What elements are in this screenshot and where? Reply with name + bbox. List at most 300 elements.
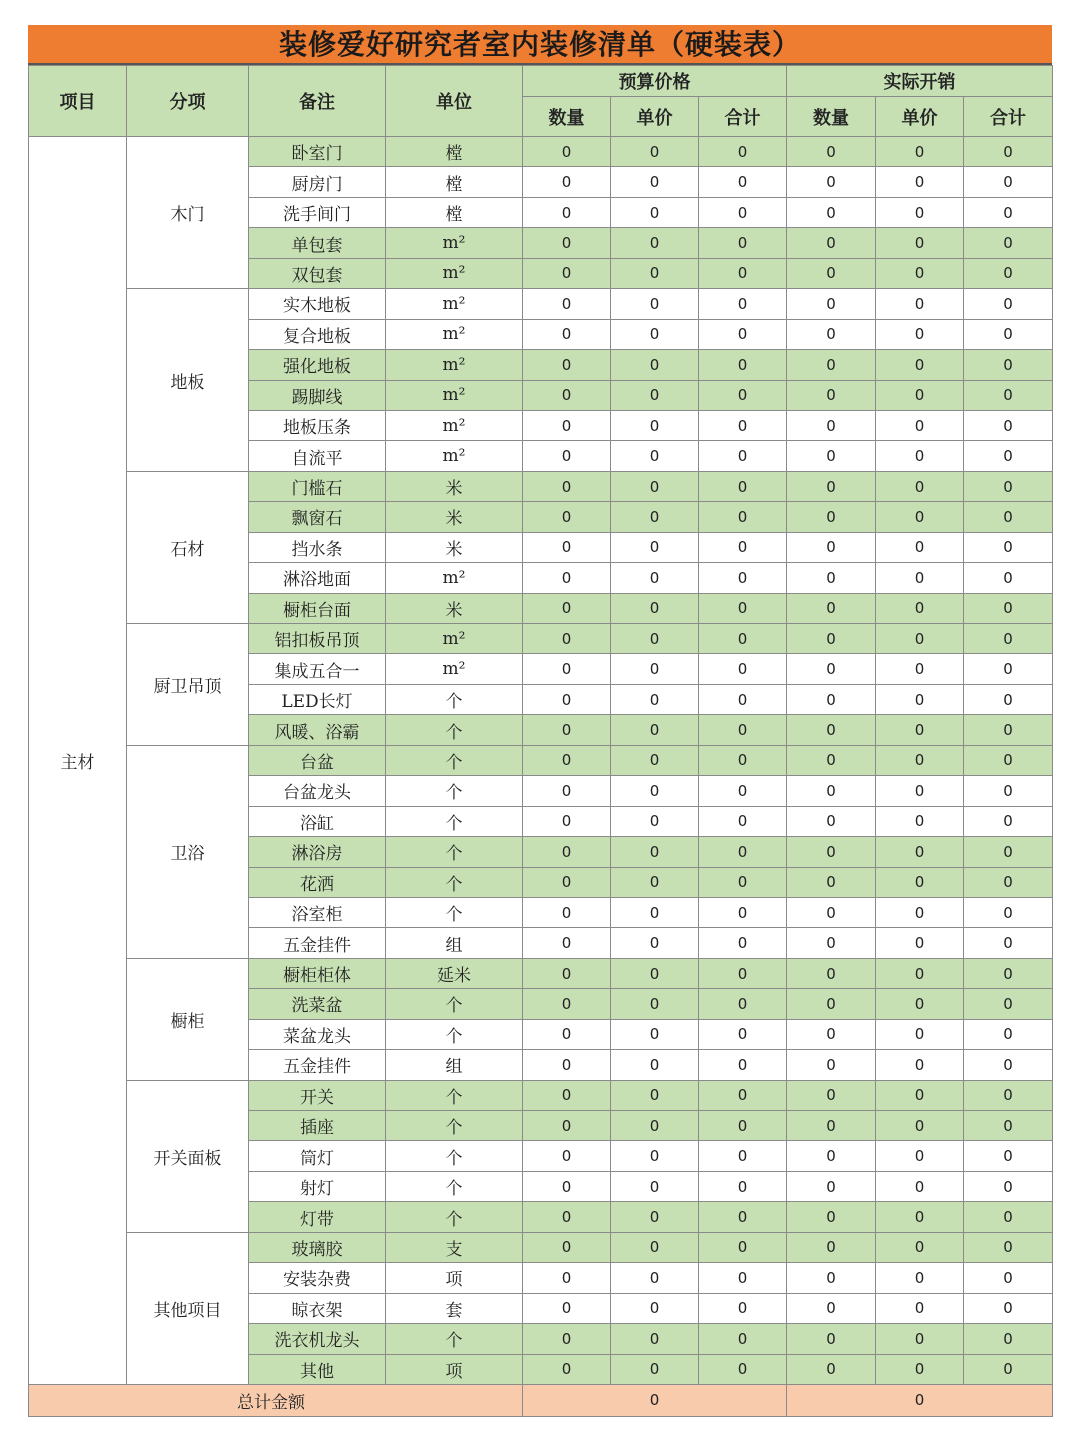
unit-cell[interactable]: 个 [386, 989, 523, 1019]
actual-price-cell[interactable]: 0 [876, 289, 964, 319]
actual-qty-cell[interactable]: 0 [787, 1202, 876, 1232]
actual-price-cell[interactable]: 0 [876, 1232, 964, 1262]
budget-total-cell[interactable]: 0 [699, 1202, 787, 1232]
budget-price-cell[interactable]: 0 [611, 228, 699, 258]
budget-total-cell[interactable]: 0 [699, 745, 787, 775]
actual-price-cell[interactable]: 0 [876, 350, 964, 380]
unit-cell[interactable]: m² [386, 319, 523, 349]
actual-total-cell[interactable]: 0 [964, 258, 1053, 288]
unit-cell[interactable]: 组 [386, 928, 523, 958]
actual-qty-cell[interactable]: 0 [787, 532, 876, 562]
actual-qty-cell[interactable]: 0 [787, 441, 876, 471]
actual-total-cell[interactable]: 0 [964, 289, 1053, 319]
budget-total-cell[interactable]: 0 [699, 532, 787, 562]
actual-qty-cell[interactable]: 0 [787, 1141, 876, 1171]
budget-price-cell[interactable]: 0 [611, 654, 699, 684]
actual-total-cell[interactable]: 0 [964, 471, 1053, 501]
note-cell[interactable]: 菜盆龙头 [249, 1019, 386, 1049]
unit-cell[interactable]: 樘 [386, 137, 523, 167]
note-cell[interactable]: 强化地板 [249, 350, 386, 380]
actual-price-cell[interactable]: 0 [876, 928, 964, 958]
budget-total-cell[interactable]: 0 [699, 563, 787, 593]
actual-qty-cell[interactable]: 0 [787, 380, 876, 410]
actual-total-cell[interactable]: 0 [964, 1050, 1053, 1080]
budget-price-cell[interactable]: 0 [611, 867, 699, 897]
budget-total-cell[interactable]: 0 [699, 137, 787, 167]
actual-total-cell[interactable]: 0 [964, 167, 1053, 197]
budget-price-cell[interactable]: 0 [611, 563, 699, 593]
note-cell[interactable]: 地板压条 [249, 410, 386, 440]
budget-total-cell[interactable]: 0 [699, 715, 787, 745]
actual-total-cell[interactable]: 0 [964, 958, 1053, 988]
budget-total-cell[interactable]: 0 [699, 380, 787, 410]
note-cell[interactable]: 飘窗石 [249, 502, 386, 532]
unit-cell[interactable]: 套 [386, 1293, 523, 1323]
unit-cell[interactable]: 个 [386, 806, 523, 836]
note-cell[interactable]: 挡水条 [249, 532, 386, 562]
subitem-cell[interactable]: 其他项目 [127, 1232, 249, 1384]
note-cell[interactable]: 实木地板 [249, 289, 386, 319]
unit-cell[interactable]: 个 [386, 1141, 523, 1171]
note-cell[interactable]: 洗手间门 [249, 197, 386, 227]
budget-qty-cell[interactable]: 0 [523, 867, 611, 897]
actual-qty-cell[interactable]: 0 [787, 502, 876, 532]
actual-price-cell[interactable]: 0 [876, 380, 964, 410]
actual-price-cell[interactable]: 0 [876, 897, 964, 927]
actual-total-cell[interactable]: 0 [964, 1354, 1053, 1384]
unit-cell[interactable]: 米 [386, 502, 523, 532]
header-unit[interactable]: 单位 [386, 66, 523, 137]
budget-qty-cell[interactable]: 0 [523, 897, 611, 927]
budget-qty-cell[interactable]: 0 [523, 654, 611, 684]
budget-total-cell[interactable]: 0 [699, 624, 787, 654]
actual-total-cell[interactable]: 0 [964, 776, 1053, 806]
budget-price-cell[interactable]: 0 [611, 471, 699, 501]
budget-qty-cell[interactable]: 0 [523, 471, 611, 501]
actual-qty-cell[interactable]: 0 [787, 745, 876, 775]
budget-qty-cell[interactable]: 0 [523, 319, 611, 349]
actual-total-cell[interactable]: 0 [964, 684, 1053, 714]
budget-total-cell[interactable]: 0 [699, 502, 787, 532]
budget-price-cell[interactable]: 0 [611, 1324, 699, 1354]
budget-price-cell[interactable]: 0 [611, 1171, 699, 1201]
budget-qty-cell[interactable]: 0 [523, 1050, 611, 1080]
actual-qty-cell[interactable]: 0 [787, 776, 876, 806]
budget-total-cell[interactable]: 0 [699, 928, 787, 958]
actual-qty-cell[interactable]: 0 [787, 410, 876, 440]
actual-total-cell[interactable]: 0 [964, 532, 1053, 562]
unit-cell[interactable]: 个 [386, 1080, 523, 1110]
actual-price-cell[interactable]: 0 [876, 410, 964, 440]
unit-cell[interactable]: 米 [386, 471, 523, 501]
actual-price-cell[interactable]: 0 [876, 593, 964, 623]
actual-price-cell[interactable]: 0 [876, 471, 964, 501]
note-cell[interactable]: 玻璃胶 [249, 1232, 386, 1262]
budget-qty-cell[interactable]: 0 [523, 410, 611, 440]
actual-price-cell[interactable]: 0 [876, 137, 964, 167]
actual-total-cell[interactable]: 0 [964, 1324, 1053, 1354]
budget-price-cell[interactable]: 0 [611, 1263, 699, 1293]
actual-qty-cell[interactable]: 0 [787, 350, 876, 380]
budget-total-cell[interactable]: 0 [699, 1354, 787, 1384]
actual-qty-cell[interactable]: 0 [787, 958, 876, 988]
budget-total-cell[interactable]: 0 [699, 350, 787, 380]
budget-total-cell[interactable]: 0 [699, 258, 787, 288]
budget-price-cell[interactable]: 0 [611, 745, 699, 775]
budget-total-cell[interactable]: 0 [699, 654, 787, 684]
unit-cell[interactable]: 樘 [386, 197, 523, 227]
actual-price-cell[interactable]: 0 [876, 563, 964, 593]
actual-qty-cell[interactable]: 0 [787, 563, 876, 593]
actual-qty-cell[interactable]: 0 [787, 1111, 876, 1141]
budget-price-cell[interactable]: 0 [611, 684, 699, 714]
unit-cell[interactable]: 个 [386, 684, 523, 714]
header-subitem[interactable]: 分项 [127, 66, 249, 137]
budget-qty-cell[interactable]: 0 [523, 837, 611, 867]
budget-total-cell[interactable]: 0 [699, 289, 787, 319]
actual-total-cell[interactable]: 0 [964, 1171, 1053, 1201]
note-cell[interactable]: 洗衣机龙头 [249, 1324, 386, 1354]
header-actual-price[interactable]: 单价 [876, 97, 964, 137]
budget-price-cell[interactable]: 0 [611, 1111, 699, 1141]
subitem-cell[interactable]: 地板 [127, 289, 249, 472]
actual-qty-cell[interactable]: 0 [787, 137, 876, 167]
budget-total-cell[interactable]: 0 [699, 958, 787, 988]
budget-total-cell[interactable]: 0 [699, 989, 787, 1019]
budget-qty-cell[interactable]: 0 [523, 137, 611, 167]
header-budget-total[interactable]: 合计 [699, 97, 787, 137]
note-cell[interactable]: 铝扣板吊顶 [249, 624, 386, 654]
budget-price-cell[interactable]: 0 [611, 1050, 699, 1080]
note-cell[interactable]: 厨房门 [249, 167, 386, 197]
actual-total-cell[interactable]: 0 [964, 1111, 1053, 1141]
actual-price-cell[interactable]: 0 [876, 1354, 964, 1384]
actual-price-cell[interactable]: 0 [876, 867, 964, 897]
actual-qty-cell[interactable]: 0 [787, 654, 876, 684]
total-budget[interactable]: 0 [523, 1384, 787, 1416]
budget-qty-cell[interactable]: 0 [523, 1263, 611, 1293]
subitem-cell[interactable]: 厨卫吊顶 [127, 624, 249, 746]
total-actual[interactable]: 0 [787, 1384, 1053, 1416]
note-cell[interactable]: 门槛石 [249, 471, 386, 501]
budget-qty-cell[interactable]: 0 [523, 502, 611, 532]
actual-price-cell[interactable]: 0 [876, 624, 964, 654]
unit-cell[interactable]: m² [386, 350, 523, 380]
unit-cell[interactable]: 个 [386, 867, 523, 897]
actual-qty-cell[interactable]: 0 [787, 897, 876, 927]
actual-price-cell[interactable]: 0 [876, 745, 964, 775]
actual-total-cell[interactable]: 0 [964, 197, 1053, 227]
actual-price-cell[interactable]: 0 [876, 532, 964, 562]
actual-qty-cell[interactable]: 0 [787, 624, 876, 654]
actual-qty-cell[interactable]: 0 [787, 593, 876, 623]
budget-total-cell[interactable]: 0 [699, 684, 787, 714]
unit-cell[interactable]: 樘 [386, 167, 523, 197]
budget-total-cell[interactable]: 0 [699, 837, 787, 867]
budget-price-cell[interactable]: 0 [611, 1232, 699, 1262]
subitem-cell[interactable]: 开关面板 [127, 1080, 249, 1232]
actual-qty-cell[interactable]: 0 [787, 1080, 876, 1110]
actual-price-cell[interactable]: 0 [876, 806, 964, 836]
actual-price-cell[interactable]: 0 [876, 837, 964, 867]
actual-qty-cell[interactable]: 0 [787, 471, 876, 501]
budget-total-cell[interactable]: 0 [699, 1171, 787, 1201]
budget-price-cell[interactable]: 0 [611, 624, 699, 654]
actual-total-cell[interactable]: 0 [964, 928, 1053, 958]
actual-total-cell[interactable]: 0 [964, 563, 1053, 593]
actual-price-cell[interactable]: 0 [876, 1141, 964, 1171]
unit-cell[interactable]: m² [386, 563, 523, 593]
header-budget-qty[interactable]: 数量 [523, 97, 611, 137]
unit-cell[interactable]: 米 [386, 532, 523, 562]
unit-cell[interactable]: 个 [386, 1202, 523, 1232]
budget-price-cell[interactable]: 0 [611, 806, 699, 836]
budget-qty-cell[interactable]: 0 [523, 167, 611, 197]
actual-total-cell[interactable]: 0 [964, 1263, 1053, 1293]
budget-price-cell[interactable]: 0 [611, 776, 699, 806]
budget-qty-cell[interactable]: 0 [523, 745, 611, 775]
budget-qty-cell[interactable]: 0 [523, 1354, 611, 1384]
budget-price-cell[interactable]: 0 [611, 410, 699, 440]
budget-price-cell[interactable]: 0 [611, 897, 699, 927]
budget-qty-cell[interactable]: 0 [523, 289, 611, 319]
budget-total-cell[interactable]: 0 [699, 471, 787, 501]
budget-qty-cell[interactable]: 0 [523, 380, 611, 410]
budget-qty-cell[interactable]: 0 [523, 1293, 611, 1323]
actual-price-cell[interactable]: 0 [876, 258, 964, 288]
actual-total-cell[interactable]: 0 [964, 989, 1053, 1019]
actual-qty-cell[interactable]: 0 [787, 167, 876, 197]
budget-total-cell[interactable]: 0 [699, 1324, 787, 1354]
budget-total-cell[interactable]: 0 [699, 1050, 787, 1080]
actual-total-cell[interactable]: 0 [964, 380, 1053, 410]
note-cell[interactable]: 灯带 [249, 1202, 386, 1232]
header-budget[interactable]: 预算价格 [523, 66, 787, 97]
actual-total-cell[interactable]: 0 [964, 1141, 1053, 1171]
actual-price-cell[interactable]: 0 [876, 1324, 964, 1354]
budget-total-cell[interactable]: 0 [699, 1293, 787, 1323]
budget-qty-cell[interactable]: 0 [523, 1202, 611, 1232]
actual-qty-cell[interactable]: 0 [787, 319, 876, 349]
actual-price-cell[interactable]: 0 [876, 1202, 964, 1232]
actual-price-cell[interactable]: 0 [876, 1263, 964, 1293]
actual-total-cell[interactable]: 0 [964, 745, 1053, 775]
budget-price-cell[interactable]: 0 [611, 1202, 699, 1232]
actual-total-cell[interactable]: 0 [964, 1232, 1053, 1262]
note-cell[interactable]: 插座 [249, 1111, 386, 1141]
budget-price-cell[interactable]: 0 [611, 502, 699, 532]
budget-price-cell[interactable]: 0 [611, 1080, 699, 1110]
subitem-cell[interactable]: 木门 [127, 137, 249, 289]
budget-qty-cell[interactable]: 0 [523, 1171, 611, 1201]
actual-price-cell[interactable]: 0 [876, 776, 964, 806]
unit-cell[interactable]: 项 [386, 1354, 523, 1384]
actual-price-cell[interactable]: 0 [876, 684, 964, 714]
budget-total-cell[interactable]: 0 [699, 1080, 787, 1110]
actual-total-cell[interactable]: 0 [964, 715, 1053, 745]
note-cell[interactable]: 浴室柜 [249, 897, 386, 927]
actual-price-cell[interactable]: 0 [876, 958, 964, 988]
unit-cell[interactable]: 个 [386, 715, 523, 745]
actual-price-cell[interactable]: 0 [876, 1050, 964, 1080]
actual-qty-cell[interactable]: 0 [787, 1324, 876, 1354]
actual-price-cell[interactable]: 0 [876, 989, 964, 1019]
note-cell[interactable]: 洗菜盆 [249, 989, 386, 1019]
actual-qty-cell[interactable]: 0 [787, 1263, 876, 1293]
header-budget-price[interactable]: 单价 [611, 97, 699, 137]
actual-qty-cell[interactable]: 0 [787, 867, 876, 897]
budget-price-cell[interactable]: 0 [611, 319, 699, 349]
header-actual-total[interactable]: 合计 [964, 97, 1053, 137]
note-cell[interactable]: 淋浴房 [249, 837, 386, 867]
actual-qty-cell[interactable]: 0 [787, 1171, 876, 1201]
actual-total-cell[interactable]: 0 [964, 624, 1053, 654]
actual-qty-cell[interactable]: 0 [787, 289, 876, 319]
actual-qty-cell[interactable]: 0 [787, 258, 876, 288]
budget-price-cell[interactable]: 0 [611, 593, 699, 623]
budget-total-cell[interactable]: 0 [699, 1019, 787, 1049]
note-cell[interactable]: 五金挂件 [249, 1050, 386, 1080]
unit-cell[interactable]: 支 [386, 1232, 523, 1262]
actual-qty-cell[interactable]: 0 [787, 1232, 876, 1262]
budget-qty-cell[interactable]: 0 [523, 350, 611, 380]
actual-price-cell[interactable]: 0 [876, 1111, 964, 1141]
budget-total-cell[interactable]: 0 [699, 228, 787, 258]
note-cell[interactable]: 橱柜台面 [249, 593, 386, 623]
budget-qty-cell[interactable]: 0 [523, 928, 611, 958]
actual-price-cell[interactable]: 0 [876, 319, 964, 349]
actual-price-cell[interactable]: 0 [876, 1171, 964, 1201]
budget-qty-cell[interactable]: 0 [523, 624, 611, 654]
budget-total-cell[interactable]: 0 [699, 1141, 787, 1171]
budget-total-cell[interactable]: 0 [699, 806, 787, 836]
actual-total-cell[interactable]: 0 [964, 137, 1053, 167]
budget-total-cell[interactable]: 0 [699, 197, 787, 227]
unit-cell[interactable]: 组 [386, 1050, 523, 1080]
budget-qty-cell[interactable]: 0 [523, 715, 611, 745]
actual-qty-cell[interactable]: 0 [787, 837, 876, 867]
budget-price-cell[interactable]: 0 [611, 197, 699, 227]
note-cell[interactable]: 淋浴地面 [249, 563, 386, 593]
budget-total-cell[interactable]: 0 [699, 441, 787, 471]
budget-price-cell[interactable]: 0 [611, 1141, 699, 1171]
unit-cell[interactable]: 个 [386, 776, 523, 806]
budget-qty-cell[interactable]: 0 [523, 441, 611, 471]
note-cell[interactable]: 踢脚线 [249, 380, 386, 410]
note-cell[interactable]: 台盆龙头 [249, 776, 386, 806]
budget-total-cell[interactable]: 0 [699, 867, 787, 897]
budget-qty-cell[interactable]: 0 [523, 1111, 611, 1141]
budget-qty-cell[interactable]: 0 [523, 1019, 611, 1049]
note-cell[interactable]: 集成五合一 [249, 654, 386, 684]
actual-price-cell[interactable]: 0 [876, 1019, 964, 1049]
actual-qty-cell[interactable]: 0 [787, 1050, 876, 1080]
header-actual-qty[interactable]: 数量 [787, 97, 876, 137]
actual-qty-cell[interactable]: 0 [787, 228, 876, 258]
note-cell[interactable]: 射灯 [249, 1171, 386, 1201]
budget-price-cell[interactable]: 0 [611, 989, 699, 1019]
budget-price-cell[interactable]: 0 [611, 837, 699, 867]
actual-price-cell[interactable]: 0 [876, 715, 964, 745]
actual-price-cell[interactable]: 0 [876, 654, 964, 684]
unit-cell[interactable]: 项 [386, 1263, 523, 1293]
actual-qty-cell[interactable]: 0 [787, 715, 876, 745]
unit-cell[interactable]: 延米 [386, 958, 523, 988]
unit-cell[interactable]: 个 [386, 1171, 523, 1201]
note-cell[interactable]: 台盆 [249, 745, 386, 775]
actual-total-cell[interactable]: 0 [964, 867, 1053, 897]
budget-price-cell[interactable]: 0 [611, 137, 699, 167]
actual-total-cell[interactable]: 0 [964, 319, 1053, 349]
actual-price-cell[interactable]: 0 [876, 228, 964, 258]
actual-qty-cell[interactable]: 0 [787, 1354, 876, 1384]
note-cell[interactable]: 单包套 [249, 228, 386, 258]
actual-qty-cell[interactable]: 0 [787, 989, 876, 1019]
actual-qty-cell[interactable]: 0 [787, 684, 876, 714]
budget-total-cell[interactable]: 0 [699, 593, 787, 623]
note-cell[interactable]: 晾衣架 [249, 1293, 386, 1323]
actual-qty-cell[interactable]: 0 [787, 928, 876, 958]
subitem-cell[interactable]: 橱柜 [127, 958, 249, 1080]
note-cell[interactable]: 五金挂件 [249, 928, 386, 958]
unit-cell[interactable]: m² [386, 624, 523, 654]
header-project[interactable]: 项目 [29, 66, 127, 137]
actual-qty-cell[interactable]: 0 [787, 806, 876, 836]
budget-qty-cell[interactable]: 0 [523, 958, 611, 988]
actual-price-cell[interactable]: 0 [876, 1293, 964, 1323]
actual-total-cell[interactable]: 0 [964, 897, 1053, 927]
budget-total-cell[interactable]: 0 [699, 167, 787, 197]
budget-price-cell[interactable]: 0 [611, 167, 699, 197]
actual-total-cell[interactable]: 0 [964, 502, 1053, 532]
budget-total-cell[interactable]: 0 [699, 410, 787, 440]
budget-price-cell[interactable]: 0 [611, 532, 699, 562]
unit-cell[interactable]: m² [386, 441, 523, 471]
unit-cell[interactable]: 个 [386, 837, 523, 867]
budget-price-cell[interactable]: 0 [611, 1293, 699, 1323]
note-cell[interactable]: 开关 [249, 1080, 386, 1110]
note-cell[interactable]: 卧室门 [249, 137, 386, 167]
actual-price-cell[interactable]: 0 [876, 441, 964, 471]
note-cell[interactable]: 复合地板 [249, 319, 386, 349]
actual-total-cell[interactable]: 0 [964, 228, 1053, 258]
actual-price-cell[interactable]: 0 [876, 502, 964, 532]
budget-total-cell[interactable]: 0 [699, 776, 787, 806]
unit-cell[interactable]: 个 [386, 1111, 523, 1141]
actual-qty-cell[interactable]: 0 [787, 1019, 876, 1049]
header-actual[interactable]: 实际开销 [787, 66, 1053, 97]
budget-price-cell[interactable]: 0 [611, 380, 699, 410]
unit-cell[interactable]: m² [386, 258, 523, 288]
budget-qty-cell[interactable]: 0 [523, 1232, 611, 1262]
actual-qty-cell[interactable]: 0 [787, 197, 876, 227]
unit-cell[interactable]: 个 [386, 1324, 523, 1354]
budget-price-cell[interactable]: 0 [611, 350, 699, 380]
subitem-cell[interactable]: 石材 [127, 471, 249, 623]
unit-cell[interactable]: m² [386, 410, 523, 440]
note-cell[interactable]: 橱柜柜体 [249, 958, 386, 988]
budget-total-cell[interactable]: 0 [699, 897, 787, 927]
unit-cell[interactable]: m² [386, 289, 523, 319]
budget-qty-cell[interactable]: 0 [523, 806, 611, 836]
budget-price-cell[interactable]: 0 [611, 258, 699, 288]
budget-total-cell[interactable]: 0 [699, 1263, 787, 1293]
actual-price-cell[interactable]: 0 [876, 167, 964, 197]
note-cell[interactable]: 双包套 [249, 258, 386, 288]
actual-total-cell[interactable]: 0 [964, 1202, 1053, 1232]
budget-price-cell[interactable]: 0 [611, 715, 699, 745]
actual-price-cell[interactable]: 0 [876, 197, 964, 227]
